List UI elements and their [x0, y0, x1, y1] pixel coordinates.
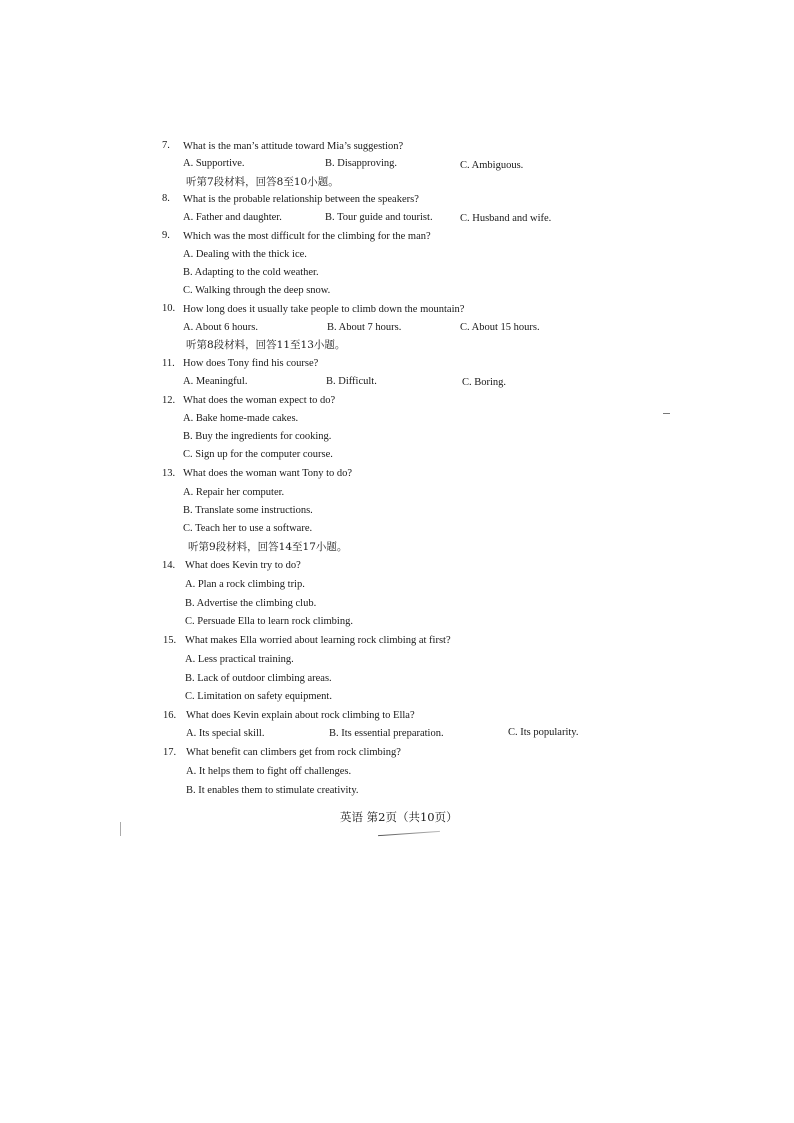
section-heading-9: 听第9段材料，回答14至17小题。 — [188, 541, 348, 553]
option-c: C. Sign up for the computer course. — [183, 449, 333, 460]
question-text: What does Kevin explain about rock climbing to Ella? — [186, 710, 415, 721]
option-b: B. It enables them to stimulate creativity. — [186, 785, 359, 796]
option-c: C. About 15 hours. — [460, 322, 540, 333]
question-text: What does Kevin try to do? — [185, 560, 301, 571]
option-b: B. Tour guide and tourist. — [325, 212, 433, 223]
option-b: B. Lack of outdoor climbing areas. — [185, 673, 332, 684]
option-a: A. Less practical training. — [185, 654, 294, 665]
question-number: 7. — [162, 140, 170, 151]
option-a: A. About 6 hours. — [183, 322, 258, 333]
option-b: B. Buy the ingredients for cooking. — [183, 431, 332, 442]
option-c: C. Its popularity. — [508, 727, 579, 738]
question-number: 14. — [162, 560, 176, 571]
question-text: What makes Ella worried about learning rock climbing at first? — [185, 635, 451, 646]
question-number: 15. — [163, 635, 177, 646]
question-number: 13. — [162, 468, 176, 479]
option-b: B. Disapproving. — [325, 158, 398, 169]
option-a: A. It helps them to fight off challenges. — [186, 766, 352, 777]
footer-underline — [378, 831, 440, 836]
question-text: What does the woman want Tony to do? — [183, 468, 353, 479]
page-footer: 英语 第2页（共10页） — [340, 810, 458, 824]
question-number: 17. — [163, 747, 177, 758]
question-text: Which was the most difficult for the climbing for the man? — [183, 231, 431, 242]
option-c: C. Boring. — [462, 377, 507, 388]
option-b: B. About 7 hours. — [327, 322, 402, 333]
question-text: How long does it usually take people to climb down the mountain? — [183, 304, 465, 315]
question-text: What is the probable relationship between the speakers? — [183, 194, 419, 205]
question-number: 10. — [162, 303, 176, 314]
option-a: A. Dealing with the thick ice. — [183, 249, 307, 260]
question-number: 11. — [162, 358, 175, 369]
option-a: A. Repair her computer. — [183, 487, 285, 498]
option-c: C. Ambiguous. — [460, 160, 524, 171]
option-a: A. Father and daughter. — [183, 212, 282, 223]
option-b: B. Translate some instructions. — [183, 505, 313, 516]
option-a: A. Plan a rock climbing trip. — [185, 579, 305, 590]
option-a: A. Supportive. — [183, 158, 245, 169]
option-b: B. Difficult. — [326, 376, 377, 387]
question-number: 9. — [162, 230, 170, 241]
option-b: B. Its essential preparation. — [329, 728, 444, 739]
question-number: 16. — [163, 710, 177, 721]
question-text: What is the man’s attitude toward Mia’s suggestion? — [183, 141, 404, 152]
scan-speck — [120, 822, 121, 836]
question-text: What does the woman expect to do? — [183, 395, 336, 406]
option-c: C. Walking through the deep snow. — [183, 285, 331, 296]
question-number: 12. — [162, 395, 176, 406]
option-c: C. Teach her to use a software. — [183, 523, 313, 534]
option-a: A. Its special skill. — [186, 728, 265, 739]
option-a: A. Meaningful. — [183, 376, 248, 387]
option-b: B. Adapting to the cold weather. — [183, 267, 319, 278]
scan-speck — [663, 413, 670, 414]
option-c: C. Husband and wife. — [460, 213, 552, 224]
question-text: What benefit can climbers get from rock climbing? — [186, 747, 401, 758]
option-c: C. Persuade Ella to learn rock climbing. — [185, 616, 353, 627]
option-c: C. Limitation on safety equipment. — [185, 691, 332, 702]
option-b: B. Advertise the climbing club. — [185, 598, 317, 609]
section-heading-7: 听第7段材料，回答8至10小题。 — [186, 176, 339, 188]
section-heading-8: 听第8段材料，回答11至13小题。 — [186, 339, 346, 351]
question-number: 8. — [162, 193, 170, 204]
question-text: How does Tony find his course? — [183, 358, 319, 369]
option-a: A. Bake home-made cakes. — [183, 413, 299, 424]
